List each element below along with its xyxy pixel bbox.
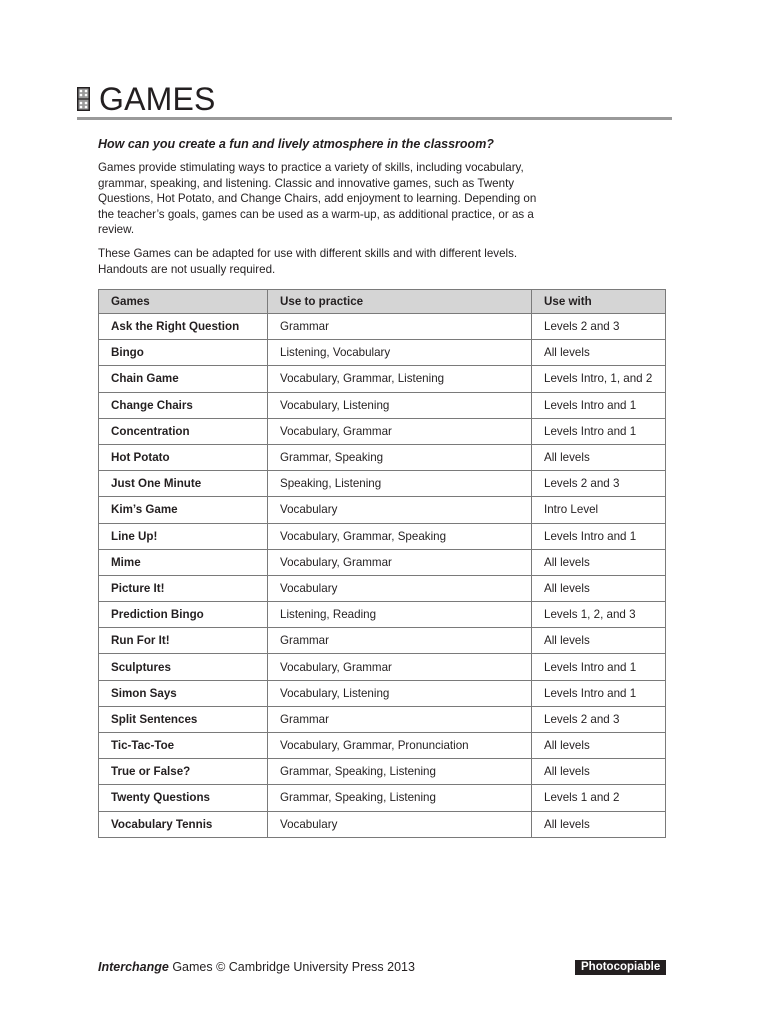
- cell-use-to-practice: Vocabulary, Grammar, Pronunciation: [268, 733, 532, 759]
- footer-text: Games © Cambridge University Press 2013: [168, 960, 415, 974]
- table-row: [99, 602, 666, 628]
- cell-use-to-practice: Vocabulary, Grammar: [268, 549, 532, 575]
- table-row: [99, 785, 666, 811]
- cell-use-with: All levels: [532, 759, 666, 785]
- cell-game-name: Concentration: [99, 418, 268, 444]
- cell-use-to-practice: Grammar: [268, 628, 532, 654]
- cell-use-with: All levels: [532, 444, 666, 470]
- cell-use-to-practice: Speaking, Listening: [268, 471, 532, 497]
- cell-game-name: Run For It!: [99, 628, 268, 654]
- cell-game-name: Hot Potato: [99, 444, 268, 470]
- cell-game-name: Just One Minute: [99, 471, 268, 497]
- cell-use-to-practice: Grammar: [268, 706, 532, 732]
- table-row: [99, 366, 666, 392]
- table-row: [99, 628, 666, 654]
- cell-use-to-practice: Vocabulary, Grammar, Listening: [268, 366, 532, 392]
- table-row: [99, 523, 666, 549]
- cell-game-name: Kim’s Game: [99, 497, 268, 523]
- cell-use-with: Levels Intro and 1: [532, 523, 666, 549]
- page-title: GAMES: [99, 81, 216, 117]
- intro-question: How can you create a fun and lively atmosphere in the classroom?: [98, 137, 494, 151]
- cell-game-name: Picture It!: [99, 575, 268, 601]
- table-row: [99, 418, 666, 444]
- table-row: [99, 392, 666, 418]
- cell-use-with: All levels: [532, 575, 666, 601]
- table-row: [99, 340, 666, 366]
- cell-use-with: Levels Intro and 1: [532, 392, 666, 418]
- photocopiable-badge: Photocopiable: [575, 960, 666, 975]
- cell-use-with: All levels: [532, 340, 666, 366]
- intro-paragraph-2: These Games can be adapted for use with different skills and with different levels. Handouts are not usually required.: [98, 247, 518, 276]
- table-header-row: [99, 290, 666, 314]
- cell-use-with: Levels 1 and 2: [532, 785, 666, 811]
- footer-brand: Interchange: [98, 960, 169, 974]
- table-row: [99, 654, 666, 680]
- games-table: [98, 289, 666, 838]
- table-row: [99, 497, 666, 523]
- cell-use-with: Levels Intro and 1: [532, 654, 666, 680]
- cell-game-name: Twenty Questions: [99, 785, 268, 811]
- cell-use-with: Levels 1, 2, and 3: [532, 602, 666, 628]
- title-divider: [77, 117, 672, 120]
- table-row: [99, 314, 666, 340]
- table-row: [99, 759, 666, 785]
- cell-game-name: Tic-Tac-Toe: [99, 733, 268, 759]
- cell-use-with: Levels Intro and 1: [532, 680, 666, 706]
- column-header-use-with: Use with: [532, 290, 666, 314]
- cell-use-to-practice: Grammar, Speaking, Listening: [268, 785, 532, 811]
- table-row: [99, 706, 666, 732]
- cell-game-name: Simon Says: [99, 680, 268, 706]
- cell-use-to-practice: Vocabulary, Grammar, Speaking: [268, 523, 532, 549]
- cell-use-to-practice: Vocabulary: [268, 575, 532, 601]
- cell-game-name: Chain Game: [99, 366, 268, 392]
- table-row: [99, 811, 666, 837]
- cell-use-with: All levels: [532, 549, 666, 575]
- cell-use-with: Intro Level: [532, 497, 666, 523]
- table-row: [99, 680, 666, 706]
- cell-game-name: Split Sentences: [99, 706, 268, 732]
- cell-use-to-practice: Vocabulary: [268, 497, 532, 523]
- cell-use-to-practice: Vocabulary, Grammar: [268, 654, 532, 680]
- column-header-games: Games: [99, 290, 268, 314]
- cell-game-name: Prediction Bingo: [99, 602, 268, 628]
- cell-use-with: Levels 2 and 3: [532, 706, 666, 732]
- cell-game-name: Mime: [99, 549, 268, 575]
- cell-use-to-practice: Vocabulary: [268, 811, 532, 837]
- cell-use-to-practice: Vocabulary, Listening: [268, 392, 532, 418]
- table-row: [99, 549, 666, 575]
- cell-use-with: All levels: [532, 628, 666, 654]
- cell-game-name: Ask the Right Question: [99, 314, 268, 340]
- cell-game-name: Line Up!: [99, 523, 268, 549]
- cell-use-with: All levels: [532, 811, 666, 837]
- cell-use-with: Levels 2 and 3: [532, 471, 666, 497]
- cell-use-to-practice: Grammar, Speaking, Listening: [268, 759, 532, 785]
- table-row: [99, 575, 666, 601]
- footer-credit: [98, 960, 415, 974]
- cell-game-name: Bingo: [99, 340, 268, 366]
- cell-game-name: True or False?: [99, 759, 268, 785]
- cell-use-with: Levels Intro and 1: [532, 418, 666, 444]
- cell-use-to-practice: Vocabulary, Grammar: [268, 418, 532, 444]
- table-row: [99, 471, 666, 497]
- cell-use-to-practice: Grammar: [268, 314, 532, 340]
- page-header: [77, 80, 672, 120]
- cell-use-with: Levels 2 and 3: [532, 314, 666, 340]
- cell-use-to-practice: Grammar, Speaking: [268, 444, 532, 470]
- cell-use-to-practice: Listening, Reading: [268, 602, 532, 628]
- cell-game-name: Sculptures: [99, 654, 268, 680]
- cell-use-to-practice: Listening, Vocabulary: [268, 340, 532, 366]
- cell-game-name: Change Chairs: [99, 392, 268, 418]
- column-header-use-to-practice: Use to practice: [268, 290, 532, 314]
- cell-use-with: All levels: [532, 733, 666, 759]
- games-table-body: [99, 314, 666, 838]
- cell-game-name: Vocabulary Tennis: [99, 811, 268, 837]
- dice-icon: [77, 87, 90, 111]
- cell-use-to-practice: Vocabulary, Listening: [268, 680, 532, 706]
- table-row: [99, 733, 666, 759]
- intro-paragraph-1: Games provide stimulating ways to practice a variety of skills, including vocabulary, grammar, speaking, and listening. Classic and innovative games, such as Twenty Questions, Hot Potato, and Change Chairs, add enjoyment to learning. Depending on the teacher’s goals, games can be used as a warm-up, as additional practice, or as a review.: [98, 161, 537, 237]
- table-row: [99, 444, 666, 470]
- cell-use-with: Levels Intro, 1, and 2: [532, 366, 666, 392]
